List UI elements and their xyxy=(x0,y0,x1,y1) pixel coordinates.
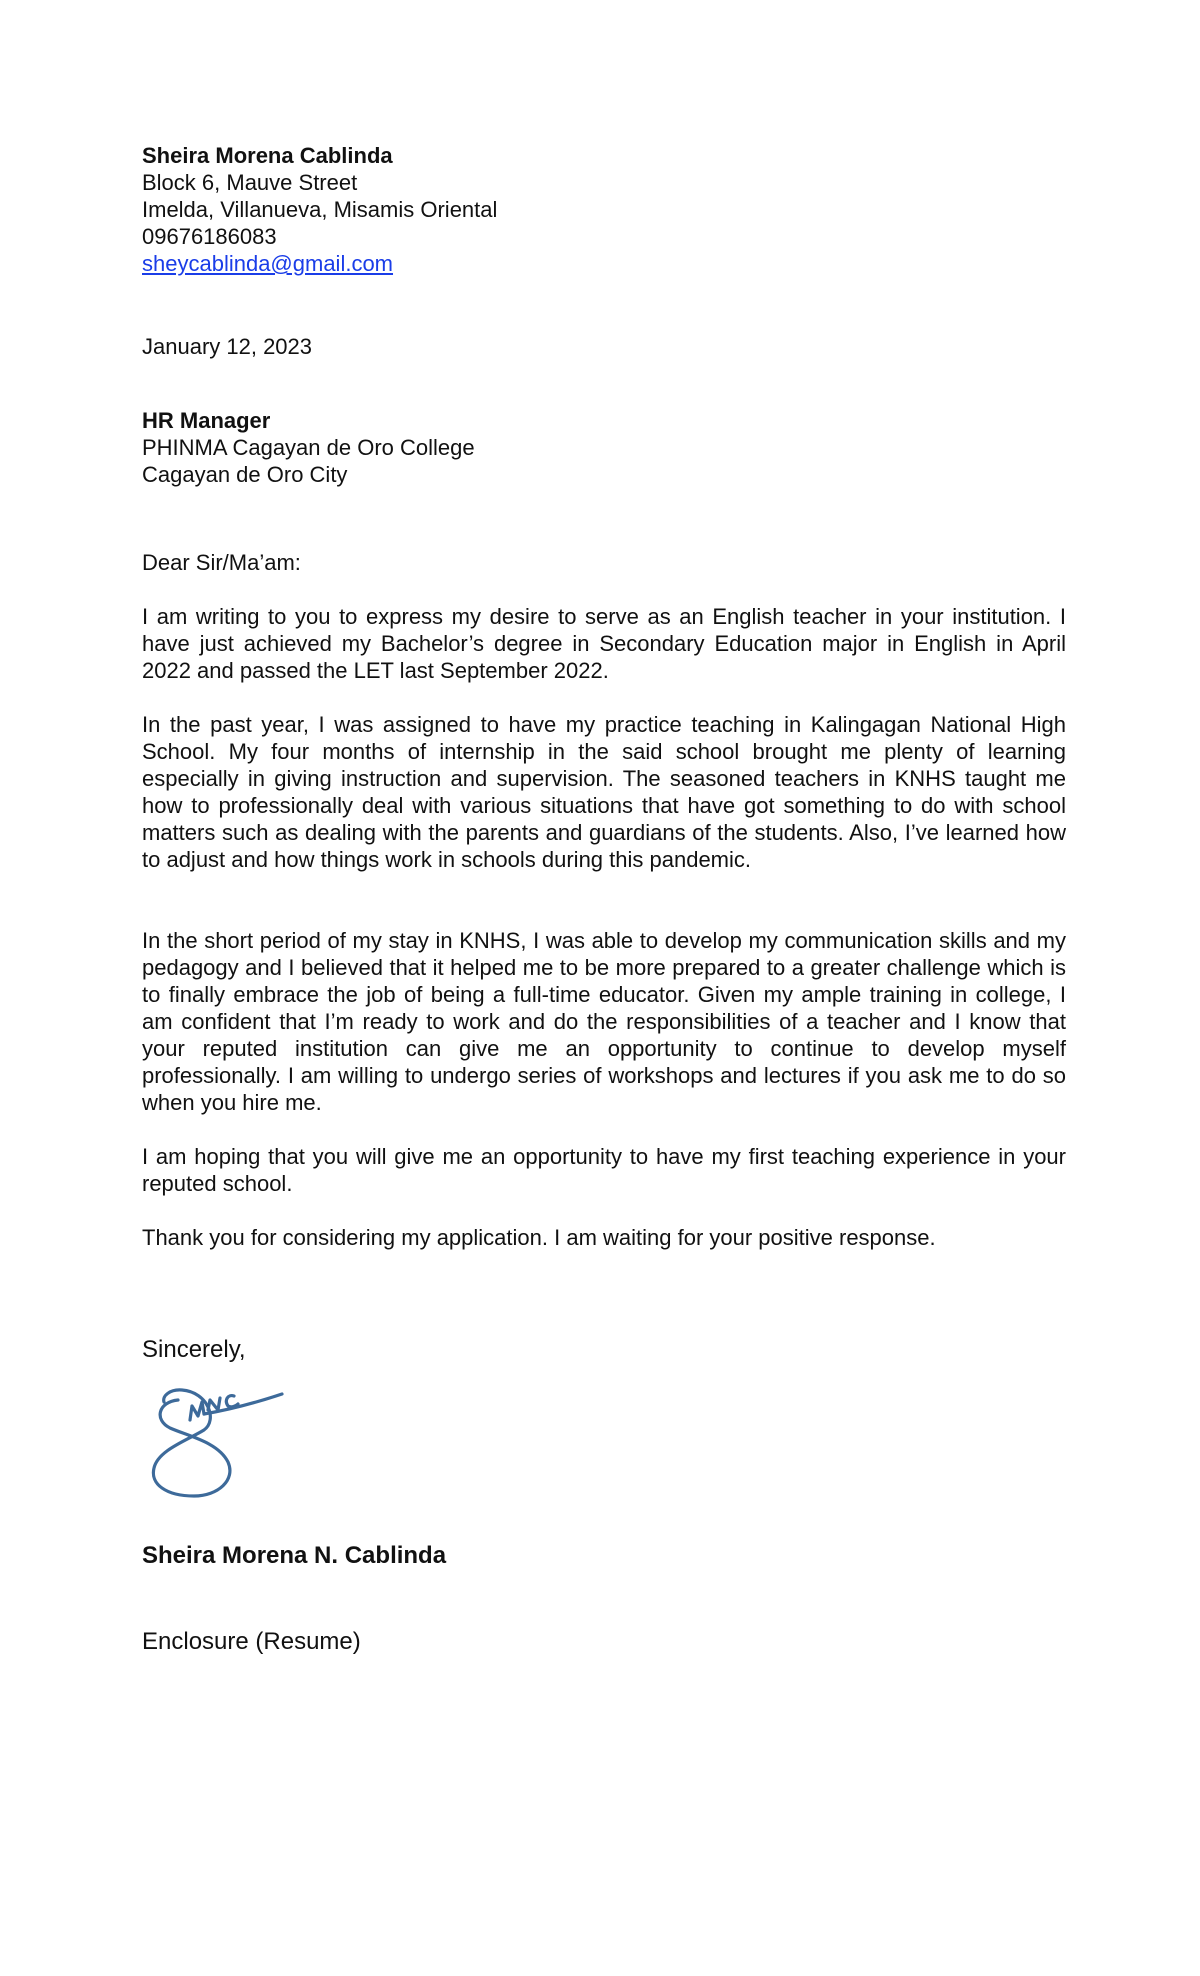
sender-address-line2: Imelda, Villanueva, Misamis Oriental xyxy=(142,197,498,222)
sender-email-link[interactable]: sheycablinda@gmail.com xyxy=(142,251,394,276)
closing: Sincerely, xyxy=(142,1336,246,1363)
salutation: Dear Sir/Ma’am: xyxy=(142,550,301,575)
enclosure-note: Enclosure (Resume) xyxy=(142,1628,361,1655)
sender-block xyxy=(142,142,1066,277)
signatory-block xyxy=(142,1541,1066,1571)
salutation-block xyxy=(142,549,1066,576)
body-paragraph-3 xyxy=(142,927,1066,1116)
closing-block xyxy=(142,1335,1066,1365)
body-paragraph-5 xyxy=(142,1224,1066,1251)
body-paragraph-4 xyxy=(142,1143,1066,1197)
body-paragraph-1 xyxy=(142,603,1066,684)
paragraph-text: In the short period of my stay in KNHS, I was able to develop my communication skills and my pedagogy and I believed that it helped me to be more prepared to a greater challenge which is to finally embrace the job of being a full-time educator. Given my ample training in college, I am confident that I’m ready to work and do the responsibilities of a teacher and I know that your reputed institution can give me an opportunity to continue to develop myself professionally. I am willing to undergo series of workshops and lectures if you ask me to do so when you hire me. xyxy=(142,928,1066,1115)
recipient-city: Cagayan de Oro City xyxy=(142,462,348,487)
paragraph-text: In the past year, I was assigned to have my practice teaching in Kalingagan National High School. My four months of internship in the said school brought me plenty of learning especially in giving instruction and supervision. The seasoned teachers in KNHS taught me how to professionally deal with various situations that have got something to do with school matters such as dealing with the parents and guardians of the students. Also, I’ve learned how to adjust and how things work in schools during this pandemic. xyxy=(142,712,1066,872)
body-paragraph-2 xyxy=(142,711,1066,873)
recipient-block xyxy=(142,407,1066,488)
sender-name: Sheira Morena Cablinda xyxy=(142,143,393,168)
paragraph-text: I am hoping that you will give me an opportunity to have my first teaching experience in your reputed school. xyxy=(142,1144,1066,1196)
sender-phone: 09676186083 xyxy=(142,224,277,249)
recipient-title: HR Manager xyxy=(142,408,271,433)
paragraph-text: Thank you for considering my application. I am waiting for your positive response. xyxy=(142,1225,936,1250)
enclosure-block xyxy=(142,1627,1066,1657)
handwritten-signature xyxy=(148,1380,288,1510)
recipient-organization: PHINMA Cagayan de Oro College xyxy=(142,435,475,460)
letter-date: January 12, 2023 xyxy=(142,334,313,359)
signatory-name: Sheira Morena N. Cablinda xyxy=(142,1542,447,1569)
sender-address-line1: Block 6, Mauve Street xyxy=(142,170,358,195)
date-block xyxy=(142,333,1066,360)
paragraph-text: I am writing to you to express my desire to serve as an English teacher in your institution. I have just achieved my Bachelor’s degree in Secondary Education major in English in April 2022 and passed the LET last September 2022. xyxy=(142,604,1066,683)
